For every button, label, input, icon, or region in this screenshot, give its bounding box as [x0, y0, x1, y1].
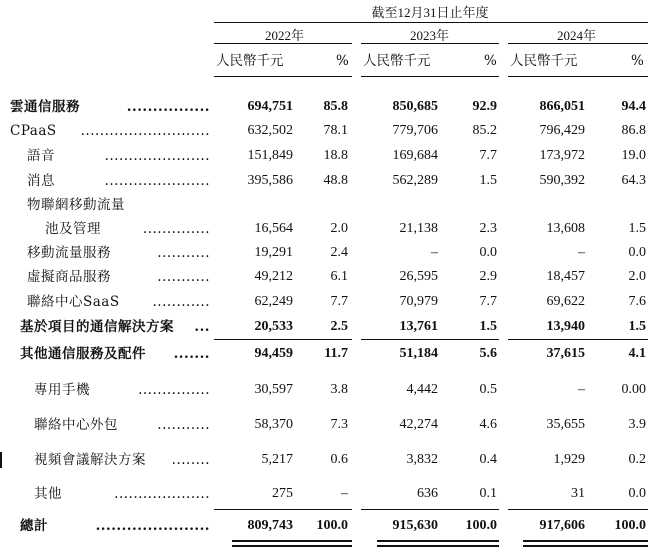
amount-cell: 51,184: [399, 346, 438, 361]
amount-cell: 69,622: [546, 294, 585, 309]
percent-cell: 92.9: [472, 99, 497, 114]
unit-2022: 人民幣千元: [216, 53, 284, 69]
amount-cell: 915,630: [392, 518, 438, 533]
amount-cell: 20,533: [254, 319, 293, 334]
row-leader-dots: .......: [173, 346, 210, 362]
percent-cell: 0.1: [479, 486, 497, 501]
percent-cell: 2.3: [479, 221, 497, 236]
row-label: 聯絡中心SaaS: [27, 294, 120, 310]
percent-cell: 4.1: [628, 346, 646, 361]
percent-cell: 7.6: [628, 294, 646, 309]
amount-cell: 5,217: [261, 452, 293, 467]
amount-cell: 13,761: [399, 319, 438, 334]
row-label: 專用手機: [34, 382, 90, 398]
unit-2024: 人民幣千元: [510, 53, 578, 69]
percent-cell: 7.7: [479, 294, 497, 309]
subtotal-rule-1b: [361, 339, 499, 340]
amount-cell: 694,751: [247, 99, 293, 114]
row-leader-dots: ...........: [157, 417, 210, 433]
percent-cell: 94.4: [621, 99, 646, 114]
amount-cell: 13,940: [546, 319, 585, 334]
subtotal-rule-2a: [214, 509, 352, 510]
percent-cell: 0.4: [479, 452, 497, 467]
subtotal-rule-2b: [361, 509, 499, 510]
year-2023: 2023年: [410, 28, 450, 43]
percent-cell: 0.00: [621, 382, 646, 397]
amount-cell: 18,457: [546, 269, 585, 284]
row-leader-dots: ...........: [157, 245, 210, 261]
amount-cell: 13,608: [546, 221, 585, 236]
row-leader-dots: ............: [152, 294, 210, 310]
amount-cell: 866,051: [539, 99, 585, 114]
unit-rule-2023: [361, 76, 499, 77]
year-2024: 2024年: [557, 28, 597, 43]
percent-cell: 0.0: [628, 486, 646, 501]
row-label: CPaaS: [10, 123, 57, 139]
amount-cell: 37,615: [546, 346, 585, 361]
percent-cell: 18.8: [323, 148, 348, 163]
unit-rule-2024: [508, 76, 648, 77]
percent-cell: 100.0: [465, 518, 497, 533]
row-label: 物聯網移動流量: [27, 197, 125, 213]
percent-cell: 0.2: [628, 452, 646, 467]
total-double-rule-b2: [377, 545, 499, 547]
row-leader-dots: ...: [194, 319, 210, 335]
amount-cell: 809,743: [247, 518, 293, 533]
row-label: 池及管理: [45, 221, 101, 237]
total-double-rule-b1: [377, 540, 499, 542]
percent-cell: 0.0: [479, 245, 497, 260]
row-label: 移動流量服務: [27, 245, 111, 261]
row-leader-dots: ......................: [104, 148, 210, 164]
percent-cell: 1.5: [479, 319, 497, 334]
amount-cell: 94,459: [254, 346, 293, 361]
amount-cell: –: [431, 245, 438, 260]
amount-cell: 42,274: [399, 417, 438, 432]
percent-cell: 7.7: [330, 294, 348, 309]
year-rule-2024: [508, 43, 648, 44]
row-leader-dots: ................: [126, 99, 210, 115]
percent-cell: 2.9: [479, 269, 497, 284]
amount-cell: 49,212: [254, 269, 293, 284]
percent-cell: 7.7: [479, 148, 497, 163]
amount-cell: 151,849: [247, 148, 293, 163]
amount-cell: 636: [417, 486, 438, 501]
amount-cell: 173,972: [539, 148, 585, 163]
percent-cell: 6.1: [330, 269, 348, 284]
percent-cell: 85.8: [323, 99, 348, 114]
amount-cell: 21,138: [399, 221, 438, 236]
percent-cell: 7.3: [330, 417, 348, 432]
row-label: 視頻會議解決方案: [34, 452, 146, 468]
percent-cell: 100.0: [316, 518, 348, 533]
period-rule: [214, 22, 648, 23]
total-double-rule-a2: [232, 545, 352, 547]
row-label: 雲通信服務: [10, 99, 80, 115]
percent-cell: 5.6: [479, 346, 497, 361]
period-heading: 截至12月31日止年度: [371, 5, 489, 20]
amount-cell: 275: [272, 486, 293, 501]
pct-2024: %: [631, 53, 644, 69]
amount-cell: 562,289: [392, 173, 438, 188]
percent-cell: 2.4: [330, 245, 348, 260]
percent-cell: 1.5: [628, 319, 646, 334]
percent-cell: 86.8: [621, 123, 646, 138]
amount-cell: 31: [571, 486, 585, 501]
amount-cell: 70,979: [399, 294, 438, 309]
row-label: 其他: [34, 486, 62, 502]
total-double-rule-c2: [523, 545, 648, 547]
row-label: 基於項目的通信解決方案: [20, 319, 174, 335]
amount-cell: 395,586: [247, 173, 293, 188]
percent-cell: 2.0: [330, 221, 348, 236]
row-label: 語音: [27, 148, 55, 164]
year-2022: 2022年: [265, 28, 305, 43]
row-label: 其他通信服務及配件: [20, 346, 146, 362]
percent-cell: 64.3: [621, 173, 646, 188]
percent-cell: 19.0: [621, 148, 646, 163]
percent-cell: 78.1: [323, 123, 348, 138]
amount-cell: 632,502: [247, 123, 293, 138]
subtotal-rule-1a: [214, 339, 352, 340]
percent-cell: 3.8: [330, 382, 348, 397]
year-rule-2023: [361, 43, 499, 44]
percent-cell: 11.7: [324, 346, 348, 361]
amount-cell: 796,429: [539, 123, 585, 138]
row-leader-dots: ..............: [142, 221, 210, 237]
amount-cell: 169,684: [392, 148, 438, 163]
row-label: 聯絡中心外包: [34, 417, 118, 433]
row-leader-dots: ...............: [138, 382, 210, 398]
amount-cell: 4,442: [406, 382, 438, 397]
percent-cell: 100.0: [614, 518, 646, 533]
row-leader-dots: ......................: [104, 173, 210, 189]
amount-cell: 917,606: [539, 518, 585, 533]
row-leader-dots: ...........: [157, 269, 210, 285]
percent-cell: 2.0: [628, 269, 646, 284]
margin-mark: [0, 452, 2, 468]
row-label: 虛擬商品服務: [27, 269, 111, 285]
subtotal-rule-2c: [508, 509, 648, 510]
percent-cell: 2.5: [330, 319, 348, 334]
amount-cell: 19,291: [254, 245, 293, 260]
total-double-rule-a1: [232, 540, 352, 542]
amount-cell: 16,564: [254, 221, 293, 236]
percent-cell: 4.6: [479, 417, 497, 432]
amount-cell: 3,832: [406, 452, 438, 467]
row-leader-dots: ......................: [95, 518, 210, 534]
pct-2023: %: [484, 53, 497, 69]
row-label: 總計: [20, 518, 48, 534]
amount-cell: 30,597: [254, 382, 293, 397]
subtotal-rule-1c: [508, 339, 648, 340]
amount-cell: 35,655: [546, 417, 585, 432]
amount-cell: 62,249: [254, 294, 293, 309]
amount-cell: –: [578, 382, 585, 397]
amount-cell: –: [578, 245, 585, 260]
amount-cell: 590,392: [539, 173, 585, 188]
percent-cell: 48.8: [323, 173, 348, 188]
percent-cell: 3.9: [628, 417, 646, 432]
amount-cell: 779,706: [392, 123, 438, 138]
percent-cell: 0.6: [330, 452, 348, 467]
percent-cell: 85.2: [472, 123, 497, 138]
percent-cell: 0.5: [479, 382, 497, 397]
percent-cell: 1.5: [628, 221, 646, 236]
amount-cell: 58,370: [254, 417, 293, 432]
percent-cell: 0.0: [628, 245, 646, 260]
row-leader-dots: ....................: [114, 486, 210, 502]
amount-cell: 850,685: [392, 99, 438, 114]
percent-cell: –: [341, 486, 348, 501]
pct-2022: %: [336, 53, 349, 69]
year-rule-2022: [214, 43, 352, 44]
percent-cell: 1.5: [479, 173, 497, 188]
amount-cell: 1,929: [553, 452, 585, 467]
total-double-rule-c1: [523, 540, 648, 542]
unit-rule-2022: [214, 76, 352, 77]
row-label: 消息: [27, 173, 55, 189]
amount-cell: 26,595: [399, 269, 438, 284]
row-leader-dots: ........: [171, 452, 210, 468]
unit-2023: 人民幣千元: [363, 53, 431, 69]
row-leader-dots: ...........................: [80, 123, 210, 139]
